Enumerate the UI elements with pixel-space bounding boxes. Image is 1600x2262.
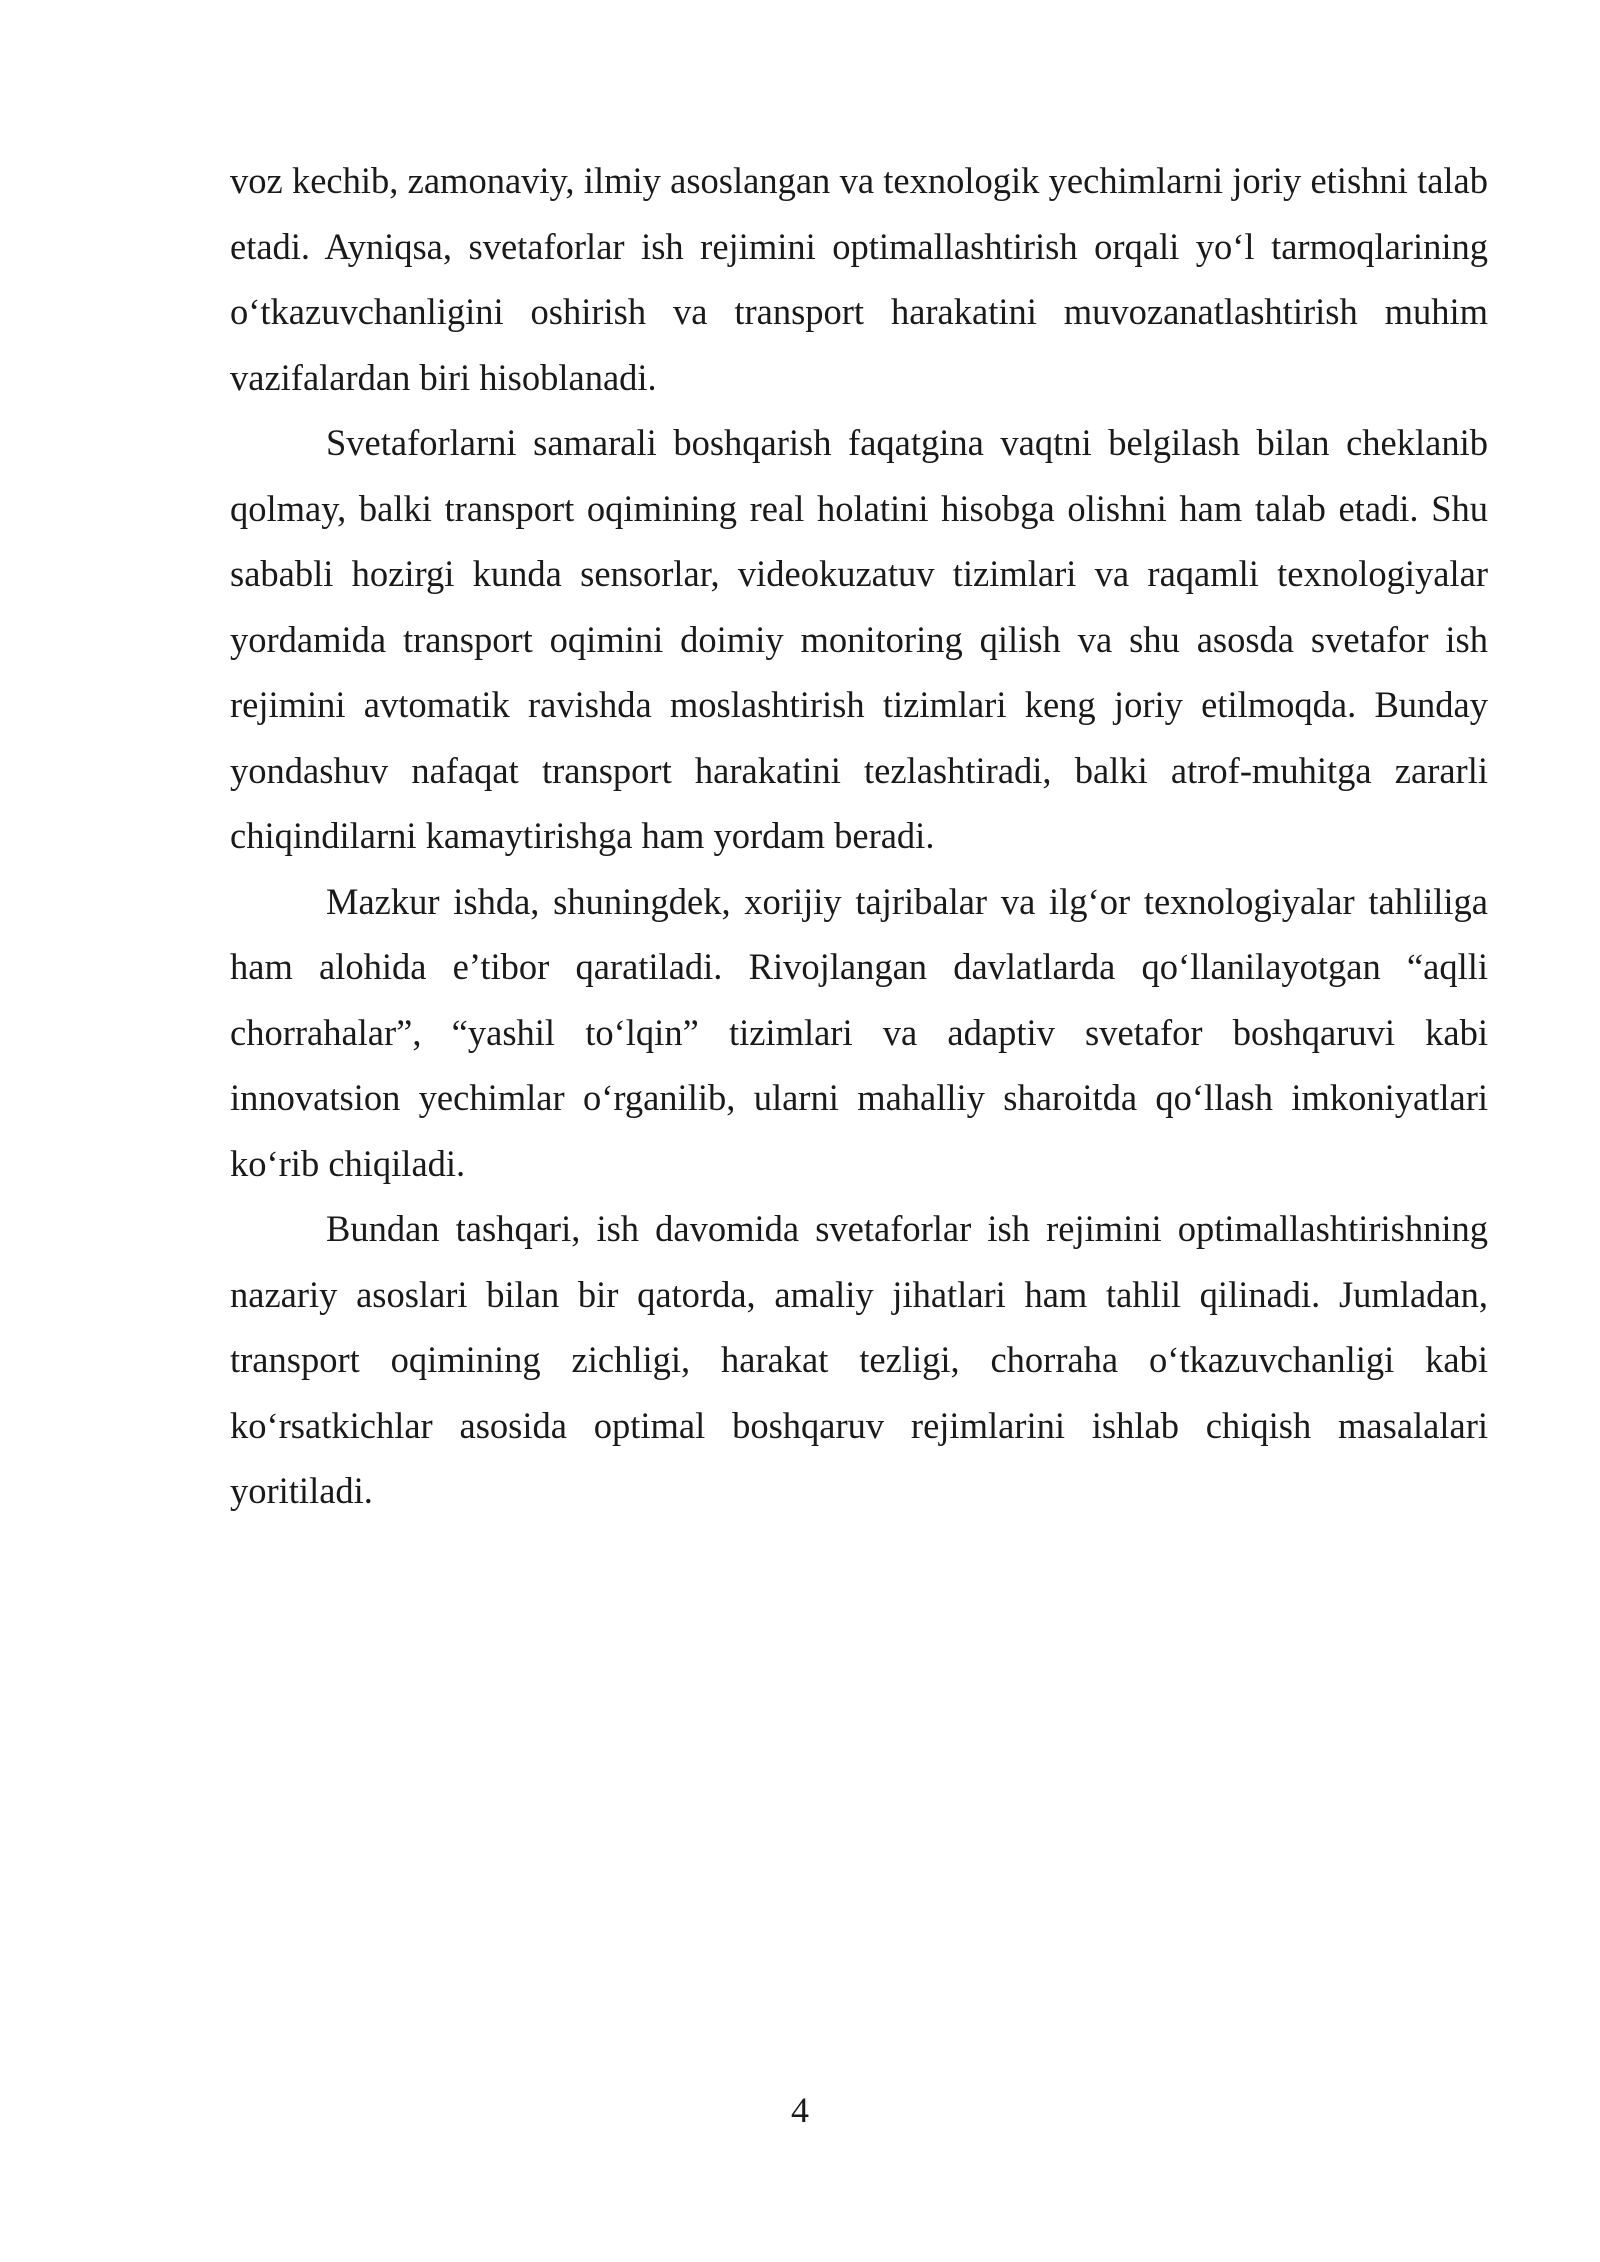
paragraph: Mazkur ishda, shuningdek, xorijiy tajribalar va ilg‘or texnologiyalar tahliliga ham alohida e’tibor qaratiladi. Rivojlangan davlatlarda qo‘llanilayotgan “aqlli chorrahalar”, “yashil to‘lqin” tizimlari va adaptiv svetafor boshqaruvi kabi innovatsion yechimlar o‘rganilib, ularni mahalliy sharoitda qo‘llash imkoniyatlari ko‘rib chiqiladi. <box>230 880 1488 1184</box>
page-number: 4 <box>791 2090 809 2130</box>
body-text <box>230 148 1488 1524</box>
paragraph-continued: voz kechib, zamonaviy, ilmiy asoslangan va texnologik yechimlarni joriy etishni talab etadi. Ayniqsa, svetaforlar ish rejimini optimallashtirish orqali yo‘l tarmoqlarining o‘tkazuvchanligini oshirish va transport harakatini muvozanatlashtirish muhim vazifalardan biri hisoblanadi. <box>230 160 1488 398</box>
paragraph: Bundan tashqari, ish davomida svetaforlar ish rejimini optimallashtirishning nazariy asoslari bilan bir qatorda, amaliy jihatlari ham tahlil qilinadi. Jumladan, transport oqimining zichligi, harakat tezligi, chorraha o‘tkazuvchanligi kabi ko‘rsatkichlar asosida optimal boshqaruv rejimlarini ishlab chiqish masalalari yoritiladi. <box>230 1208 1488 1511</box>
paragraph: Svetaforlarni samarali boshqarish faqatgina vaqtni belgilash bilan cheklanib qolmay, balki transport oqimining real holatini hisobga olishni ham talab etadi. Shu sababli hozirgi kunda sensorlar, videokuzatuv tizimlari va raqamli texnologiyalar yordamida transport oqimini doimiy monitoring qilish va shu asosda svetafor ish rejimini avtomatik ravishda moslashtirish tizimlari keng joriy etilmoqda. Bunday yondashuv nafaqat transport harakatini tezlashtiradi, balki atrof-muhitga zararli chiqindilarni kamaytirishga ham yordam beradi. <box>230 422 1488 856</box>
